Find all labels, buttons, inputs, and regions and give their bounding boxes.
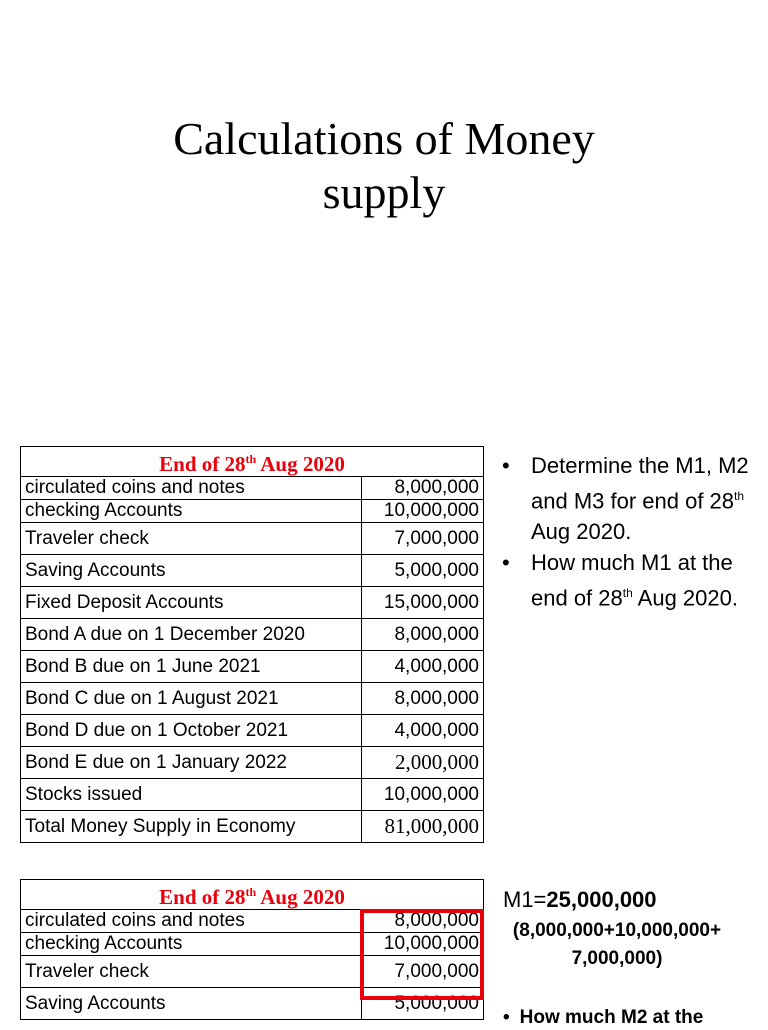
table-row xyxy=(21,619,484,651)
next-question: • How much M2 at the xyxy=(503,1007,704,1028)
row-label: Total Money Supply in Economy xyxy=(21,811,362,843)
row-label: Bond B due on 1 June 2021 xyxy=(21,651,362,683)
row-value: 8,000,000 xyxy=(362,477,484,500)
row-value: 15,000,000 xyxy=(362,587,484,619)
row-label: Traveler check xyxy=(21,956,362,988)
row-value: 8,000,000 xyxy=(362,683,484,715)
m1-expression: (8,000,000+10,000,000+ 7,000,000) xyxy=(512,920,722,969)
table-row xyxy=(21,587,484,619)
bullet-icon: • xyxy=(502,453,510,478)
row-value: 10,000,000 xyxy=(362,933,484,956)
row-label: checking Accounts xyxy=(21,500,362,523)
row-value: 7,000,000 xyxy=(362,956,484,988)
m1-highlight-box xyxy=(360,909,484,1000)
row-label: Stocks issued xyxy=(21,779,362,811)
row-value: 5,000,000 xyxy=(362,555,484,587)
row-value: 4,000,000 xyxy=(362,651,484,683)
table-header: End of 28th Aug 2020 xyxy=(21,447,484,477)
table-row xyxy=(21,747,484,779)
row-label: checking Accounts xyxy=(21,933,362,956)
slide-title xyxy=(0,112,768,220)
table-row xyxy=(21,651,484,683)
row-value: 10,000,000 xyxy=(362,779,484,811)
table-row xyxy=(21,683,484,715)
table-header: End of 28th Aug 2020 xyxy=(21,880,484,910)
table-row xyxy=(21,715,484,747)
title-line-2: supply xyxy=(322,167,446,218)
row-value: 4,000,000 xyxy=(362,715,484,747)
row-label: Saving Accounts xyxy=(21,555,362,587)
m1-answer: M1=25,000,000 xyxy=(503,887,657,912)
row-value: 8,000,000 xyxy=(362,910,484,933)
row-value: 8,000,000 xyxy=(362,619,484,651)
m1-value: 25,000,000 xyxy=(546,887,657,912)
question-list xyxy=(500,450,755,614)
total-row xyxy=(21,811,484,843)
table-row xyxy=(21,779,484,811)
row-label: circulated coins and notes xyxy=(21,477,362,500)
row-label: Bond C due on 1 August 2021 xyxy=(21,683,362,715)
row-value: 7,000,000 xyxy=(362,523,484,555)
row-label: Fixed Deposit Accounts xyxy=(21,587,362,619)
table-row xyxy=(21,477,484,500)
money-supply-table-1 xyxy=(20,446,484,843)
row-label: Bond E due on 1 January 2022 xyxy=(21,747,362,779)
table-row xyxy=(21,500,484,523)
row-value: 10,000,000 xyxy=(362,500,484,523)
row-value: 81,000,000 xyxy=(362,811,484,843)
row-value: 5,000,000 xyxy=(362,988,484,1020)
bullet-icon: • xyxy=(503,1007,510,1028)
list-item: • Determine the M1, M2 and M3 for end of 28th Aug 2020. xyxy=(500,450,755,547)
title-line-1: Calculations of Money xyxy=(173,113,595,164)
row-label: Bond A due on 1 December 2020 xyxy=(21,619,362,651)
row-value: 2,000,000 xyxy=(362,747,484,779)
row-label: Saving Accounts xyxy=(21,988,362,1020)
table-row xyxy=(21,555,484,587)
row-label: circulated coins and notes xyxy=(21,910,362,933)
bullet-icon: • xyxy=(502,550,510,576)
row-label: Bond D due on 1 October 2021 xyxy=(21,715,362,747)
list-item: • How much M1 at the end of 28th Aug 2020. xyxy=(500,547,755,613)
table-row xyxy=(21,523,484,555)
row-label: Traveler check xyxy=(21,523,362,555)
